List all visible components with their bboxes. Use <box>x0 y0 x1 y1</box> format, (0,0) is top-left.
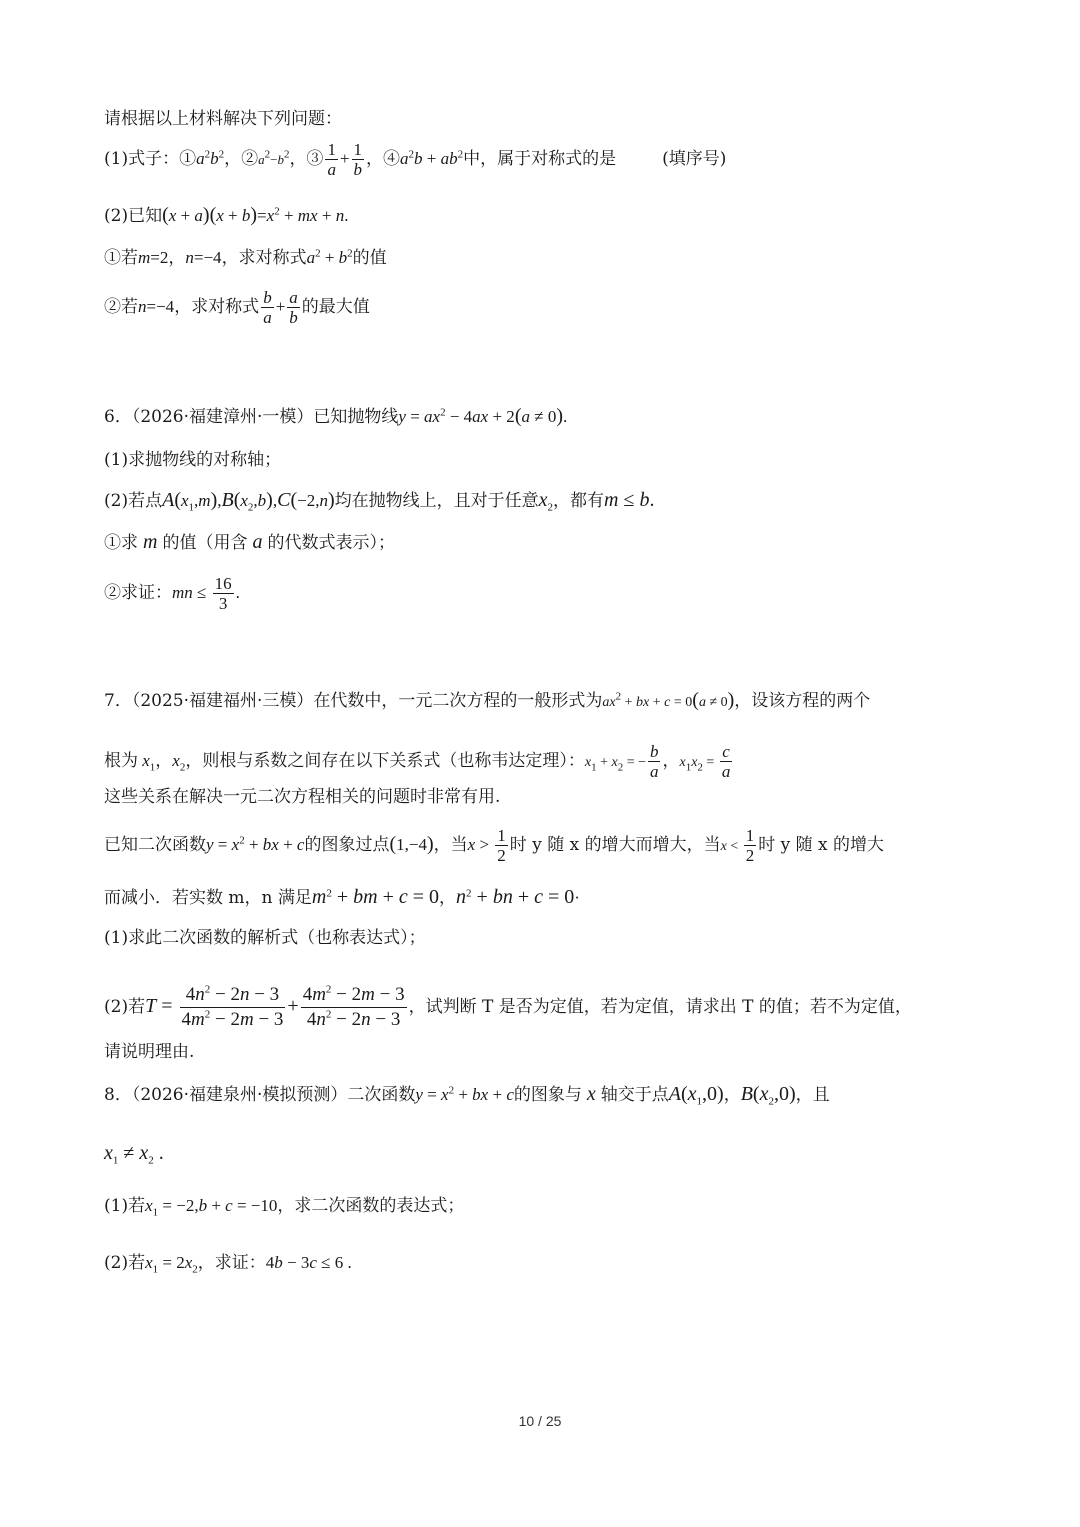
intro-text: 请根据以上材料解决下列问题： <box>104 109 342 129</box>
q6-part1: (1)求抛物线的对称轴； <box>104 450 282 470</box>
q5-sub2: ②若n=−4，求对称式 $\frac{b}{a}$ + $\frac{a}{b}$ 的最大值 <box>104 288 370 327</box>
q8-part1: (1)若$x_1 = -2,b + c = -10$，求二次函数的表达式； <box>104 1196 465 1219</box>
q6-part2: (2)若点$A(x_1,m),B(x_2,b),C(-2,n)$均在抛物线上，且对于任意$x_2$，都有m ≤ b. <box>104 489 655 514</box>
q5-part1-prefix: (1)式子： <box>104 149 180 169</box>
q5-part1: (1)式子：$①a^2b^2$，$②a^2-b^2$，③ $\frac{1}{a}$ + $\frac{1}{b}$ ，$④a^2b + ab^2$中，属于对称式的是 (填序号) <box>104 140 727 179</box>
q7-part1: (1)求此二次函数的解析式（也称表达式）； <box>104 928 426 948</box>
q8-part2: (2)若$x_1 = 2x_2$，求证：4b − 3c ≤ 6 . <box>104 1253 352 1276</box>
q7-line3: 这些关系在解决一元二次方程相关的问题时非常有用. <box>104 787 501 807</box>
q5-part2: (2)已知$(x + a)(x + b)=x^2$ + mx + n. <box>104 204 349 226</box>
q7-line2: 根为 $x_1$，$x_2$，则根与系数之间存在以下关系式（也称韦达定理）：$x_1 + x_2$ = − $\frac{b}{a}$ ，$x_1x_2$ = $\frac{c}{a}$ <box>104 742 731 781</box>
q7-head: 7．（2025·福建福州·三模）在代数中，一元二次方程的一般形式为$ax^2$ + bx + c = 0(a ≠ 0)，设该方程的两个 <box>104 689 871 711</box>
q6-sub1: ①求 m 的值（用含 a 的代数式表示）； <box>104 531 395 553</box>
q8-head: 8．（2026·福建泉州·模拟预测）二次函数$y = x^2$ + bx + c的图象与 x 轴交于点$A(x_1,0)$，$B(x_2,0)$，且 <box>104 1083 830 1108</box>
fill-blank-hint: (填序号) <box>662 149 727 169</box>
q6-sub2: ②求证：mn ≤ $\frac{16}{3}$ . <box>104 574 240 613</box>
q8-condition: $x_1 \ne x_2$ . <box>104 1142 164 1167</box>
q5-sub1: ①若m=2，n=−4，求对称式$a^2 + b^2$的值 <box>104 247 387 268</box>
q7-part2: (2)若T = $\frac{4n^2 - 2n - 3}{4m^2 - 2m - 3}$ + $\frac{4m^2 - 2m - 3}{4n^2 - 2n - 3}$ ，试判断 T 是否为定值，若为定值，请求出 T 的值；若不为定值， <box>104 983 912 1030</box>
q7-line4: 已知二次函数$y = x^2$ + bx + c的图象过点(1,−4)，当x > $\frac{1}{2}$ 时 y 随 x 的增大而增大，当x < $\frac{1}{2}$ 时 y 随 x 的增大 <box>104 826 885 865</box>
page-number: 10 / 25 <box>518 1413 562 1429</box>
q7-part2-end: 请说明理由. <box>104 1042 195 1062</box>
q6-head: 6．（2026·福建漳州·一模）已知抛物线$y = ax^2 - 4ax + 2(a \ne 0)$. <box>104 405 568 427</box>
q7-line5: 而减小．若实数 m，n 满足$m^2$ + bm + c = 0，$n^2$ + bn + c = 0· <box>104 886 580 908</box>
